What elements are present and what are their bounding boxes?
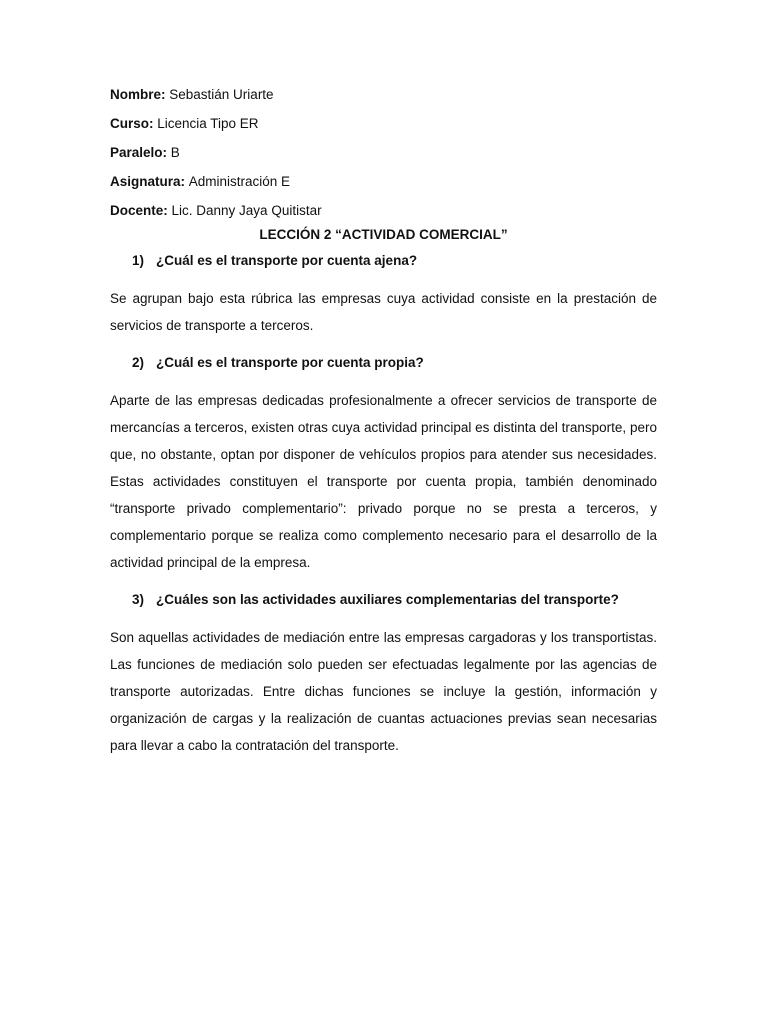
field-nombre	[110, 86, 657, 104]
document-page	[110, 86, 657, 774]
field-label: Nombre:	[110, 87, 170, 102]
field-value: Licencia Tipo ER	[157, 116, 259, 131]
field-asignatura	[110, 173, 657, 191]
field-value: Lic. Danny Jaya Quitistar	[171, 203, 322, 218]
field-label: Paralelo:	[110, 145, 171, 160]
answer-paragraph: Son aquellas actividades de mediación entre las empresas cargadoras y los transportistas. Las funciones de mediación solo pueden ser efectuadas legalmente por las agencias de transporte autorizadas. Entre dichas funciones se incluye la gestión, información y organización de cargas y la realización de cuantas actuaciones previas sean necesarias para llevar a cabo la contratación del transporte.	[110, 630, 657, 753]
field-value: B	[170, 145, 180, 160]
question-number: 1)	[132, 253, 145, 268]
answer-paragraph: Aparte de las empresas dedicadas profesionalmente a ofrecer servicios de transporte de mercancías a terceros, existen otras cuya actividad principal es distinta del transporte, pero que, no obstante, optan por disponer de vehículos propios para atender sus necesidades. Estas actividades constituyen el transporte por cuenta propia, también denominado “transporte privado complementario”: privado porque no se presta a terceros, y complementario porque se realiza como complemento necesario para el desarrollo de la actividad principal de la empresa.	[110, 393, 657, 570]
answer-paragraph: Se agrupan bajo esta rúbrica las empresas cuya actividad consiste en la prestación de servicios de transporte a terceros.	[110, 291, 657, 333]
field-label: Curso:	[110, 116, 158, 131]
question-text: ¿Cuál es el transporte por cuenta propia?	[156, 355, 424, 370]
question-text: ¿Cuál es el transporte por cuenta ajena?	[156, 253, 418, 268]
question-number: 3)	[132, 592, 145, 607]
field-value: Administración E	[188, 174, 291, 189]
question-heading	[110, 591, 657, 609]
question-text: ¿Cuáles son las actividades auxiliares complementarias del transporte?	[156, 592, 619, 607]
question-heading	[110, 354, 657, 372]
field-paralelo	[110, 144, 657, 162]
question-number: 2)	[132, 355, 145, 370]
field-value: Sebastián Uriarte	[169, 87, 274, 102]
field-docente	[110, 202, 657, 220]
field-label: Docente:	[110, 203, 172, 218]
field-label: Asignatura:	[110, 174, 189, 189]
field-curso	[110, 115, 657, 133]
document-title: LECCIÓN 2 “ACTIVIDAD COMERCIAL”	[259, 227, 508, 242]
question-heading	[110, 252, 657, 270]
